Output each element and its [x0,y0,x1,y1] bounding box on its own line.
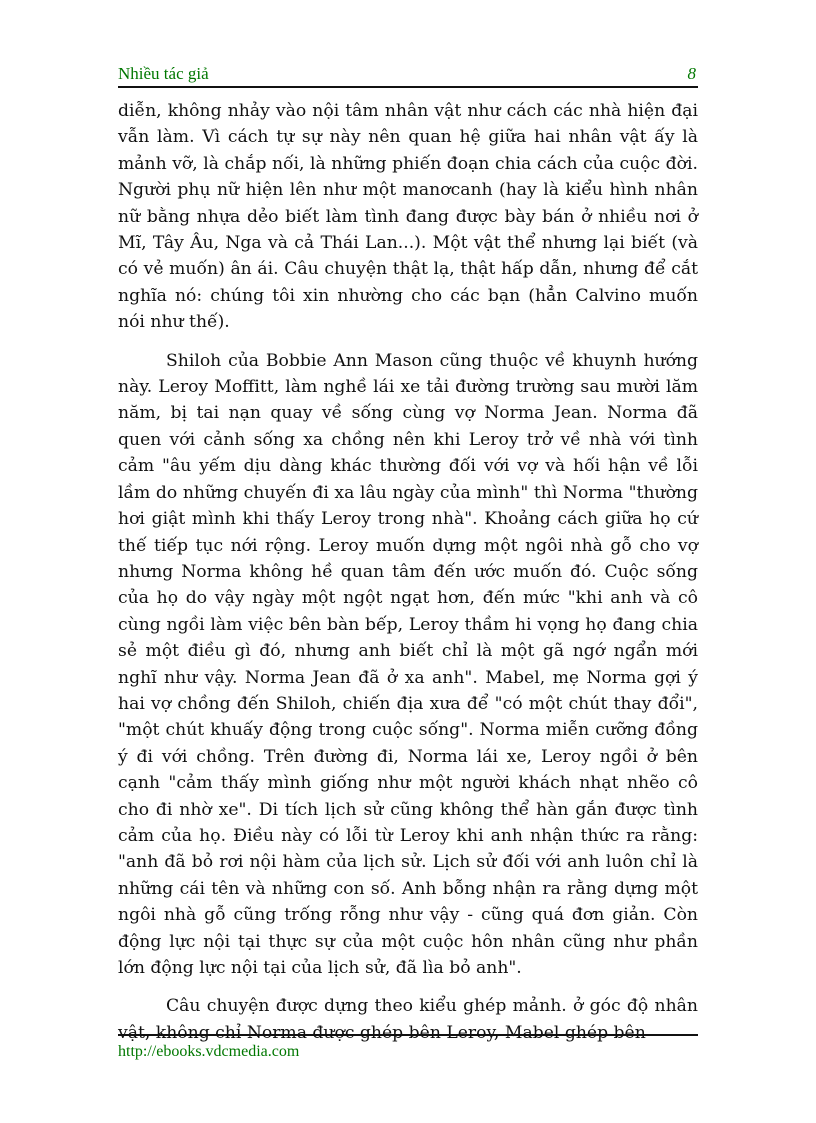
paragraph-continuation: diễn, không nhảy vào nội tâm nhân vật như cách các nhà hiện đại vẫn làm. Vì cách tự sự này nên quan hệ giữa hai nhân vật ấy là mảnh vỡ, là chắp nối, là những phiến đoạn chia cách của cuộc đời. Người phụ nữ hiện lên như một manơcanh (hay là kiểu hình nhân nữ bằng nhựa dẻo biết làm tình đang được bày bán ở nhiều nơi ở Mĩ, Tây Âu, Nga và cả Thái Lan...). Một vật thể nhưng lại biết (và có vẻ muốn) ân ái. Câu chuyện thật lạ, thật hấp dẫn, nhưng để cắt nghĩa nó: chúng tôi xin nhường cho các bạn (hẳn Calvino muốn nói như thế). [118,101,698,333]
footer-divider [118,1034,698,1036]
page-header [118,60,698,88]
paragraph-story-structure: Câu chuyện được dựng theo kiểu ghép mảnh. ở góc độ nhân vật, không chỉ Norma được ghép bên Leroy, Mabel ghép bên [118,996,698,1043]
header-title: Nhiều tác giả [118,64,209,83]
page-number: 8 [687,64,696,83]
paragraph-shiloh: Shiloh của Bobbie Ann Mason cũng thuộc về khuynh hướng này. Leroy Moffitt, làm nghề lái xe tải đường trường sau mười lăm năm, bị tai nạn quay về sống cùng vợ Norma Jean. Norma đã quen với cảnh sống xa chồng nên khi Leroy trở về nhà với tình cảm "âu yếm dịu dàng khác thường đối với vợ và hối hận về lỗi lầm do những chuyến đi xa lâu ngày của mình" thì Norma "thường hơi giật mình khi thấy Leroy trong nhà". Khoảng cách giữa họ cứ thế tiếp tục nới rộng. Leroy muốn dựng một ngôi nhà gỗ cho vợ nhưng Norma không hề quan tâm đến ước muốn đó. Cuộc sống của họ do vậy ngày một ngột ngạt hơn, đến mức "khi anh và cô cùng ngồi làm việc bên bàn bếp, Leroy thầm hi vọng họ đang chia sẻ một điều gì đó, nhưng anh biết chỉ là một gã ngớ ngẩn mới nghĩ như vậy. Norma Jean đã ở xa anh". Mabel, mẹ Norma gợi ý hai vợ chồng đến Shiloh, chiến địa xưa để "có một chút thay đổi", "một chút khuấy động trong cuộc sống". Norma miễn cưỡng đồng ý đi với chồng. Trên đường đi, Norma lái xe, Leroy ngồi ở bên cạnh "cảm thấy mình giống như một người khách nhạt nhẽo cô cho đi nhờ xe". Di tích lịch sử cũng không thể hàn gắn được tình cảm của họ. Điều này có lỗi từ Leroy khi anh nhận thức ra rằng: "anh đã bỏ rơi nội hàm của lịch sử. Lịch sử đối với anh luôn chỉ là những cái tên và những con số. Anh bỗng nhận ra rằng dựng một ngôi nhà gỗ cũng trống rỗng như vậy - cũng quá đơn giản. Còn động lực nội tại thực sự của một cuộc hôn nhân cũng như phần lớn động lực nội tại của lịch sử, đã lìa bỏ anh". [118,350,698,978]
body-text [118,98,698,1058]
footer-url-link[interactable]: http://ebooks.vdcmedia.com [118,1043,300,1060]
